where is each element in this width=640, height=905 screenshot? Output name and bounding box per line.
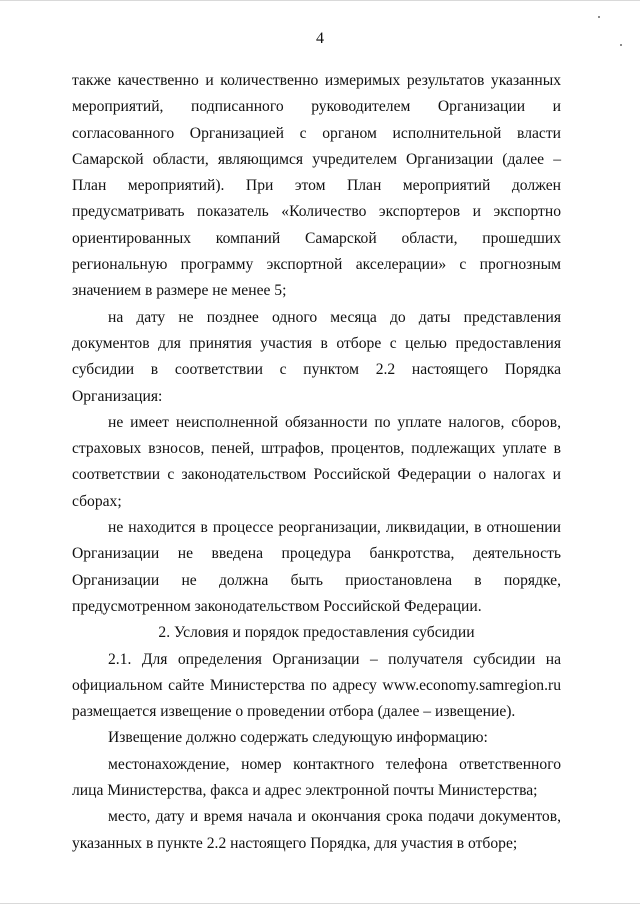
paragraph-submission-dates: место, дату и время начала и окончания срока подачи документов, указанных в пункте 2.2 настоящего Порядка, для участия в отборе; [72,808,561,852]
paragraph-no-tax-debt: не имеет неисполненной обязанности по уплате налогов, сборов, страховых взносов, пеней, штрафов, процентов, подлежащих уплате в соответствии с законодательством Российской Федерации о налогах и сборах; [72,413,561,510]
document-body [72,68,561,857]
scan-speck [620,44,622,46]
scan-speck [598,16,600,18]
paragraph-location-contacts: местонахождение, номер контактного телефона ответственного лица Министерства, факса и адрес электронной почты Министерства; [72,755,561,800]
scan-border-top [0,0,640,1]
paragraph-no-reorganization: не находится в процессе реорганизации, ликвидации, в отношении Организации не введена процедура банкротства, деятельность Организации не должна быть приостановлена в порядке, предусмотренном законодательством Российской Федерации. [72,519,561,615]
page-number: 4 [316,30,324,47]
paragraph-plan-requirements: также качественно и количественно измеримых результатов указанных мероприятий, подписанного руководителем Организации и согласованного Организацией с органом исполнительной власти Самарской области, являющимся учредителем Организации (далее – План мероприятий). При этом План мероприятий должен предусматривать показатель «Количество экспортеров и экспортно ориентированных компаний Самарской области, прошедших региональную программу экспортной акселерации» с прогнозным значением в размере не менее 5; [72,72,561,300]
scan-border-bottom [0,903,640,904]
paragraph-2-1: 2.1. Для определения Организации – получателя субсидии на официальном сайте Министерства по адресу www.economy.samregion.ru размещается извещение о проведении отбора (далее – извещение). [72,650,561,721]
section-heading: 2. Условия и порядок предоставления субсидии [158,624,475,642]
paragraph-notice-content: Извещение должно содержать следующую информацию: [108,729,488,747]
paragraph-date-condition: на дату не позднее одного месяца до даты представления документов для принятия участия в отборе с целью предоставления субсидии в соответствии с пунктом 2.2 настоящего Порядка Организация: [72,308,561,405]
